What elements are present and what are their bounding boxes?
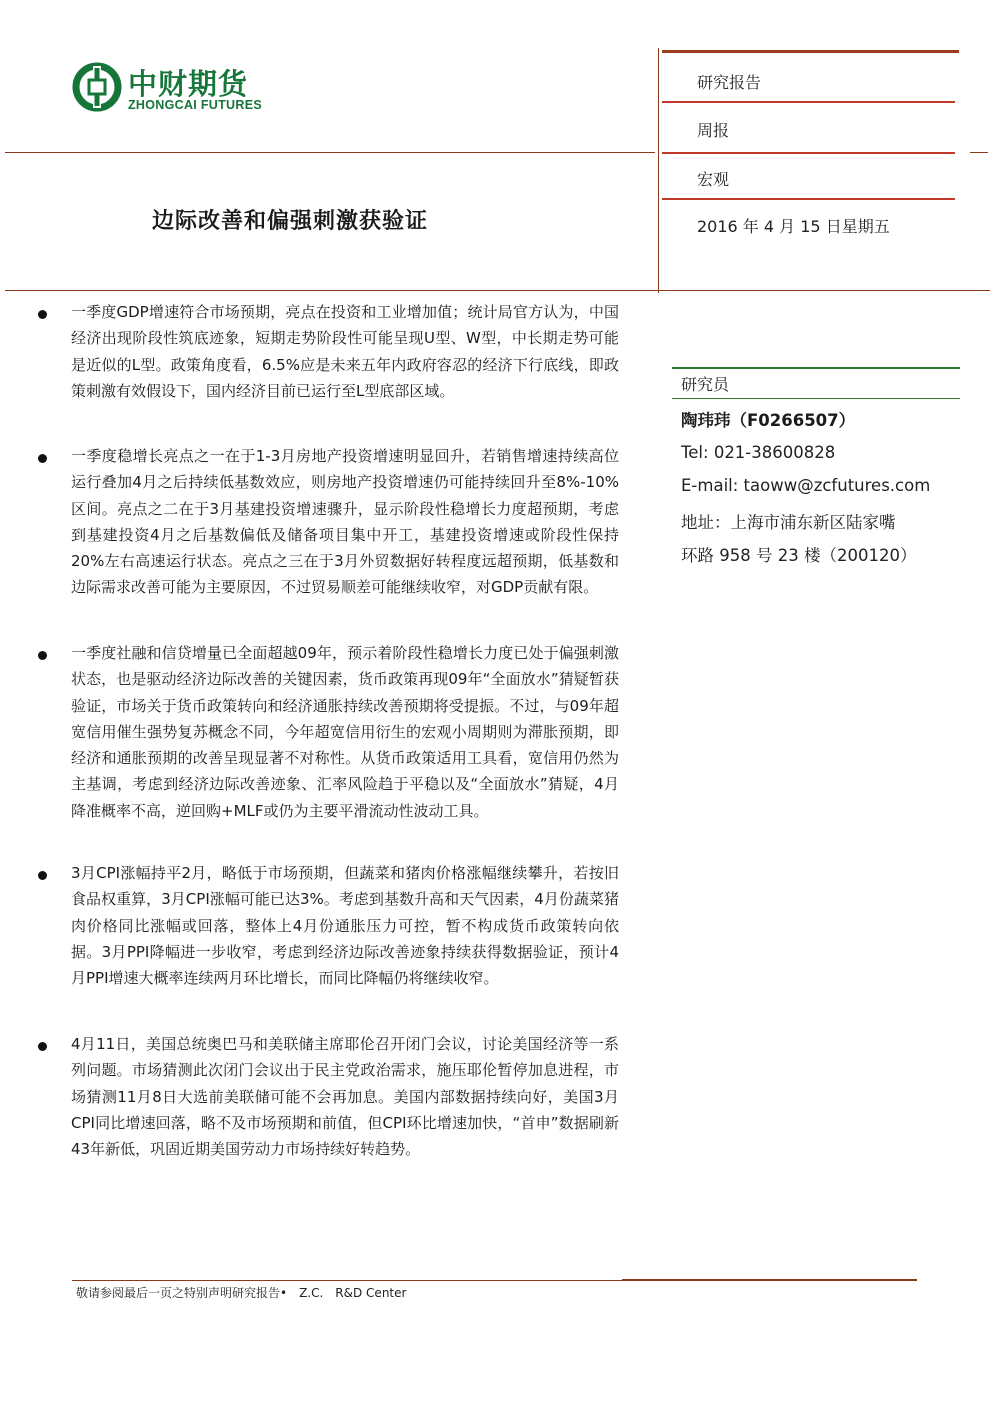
bullet-paragraph: 一季度社融和信贷增量已全面超越09年，预示着阶段性稳增长力度已处于偏强刺激状态，也是驱动经济边际改善的关键因素，货币政策再现09年“全面放水”猜疑暂获验证，市场关于货币政策转向和经济通胀持续改善预期将受提振。不过，与09年超宽信用催生强势复苏概念不同，今年超宽信用衍生的宏观小周期则为滞胀预期，即经济和通胀预期的改善呈现显著不对称性。从货币政策适用工具看，宽信用仍然为主基调，考虑到经济边际改善迹象、汇率风险趋于平稳以及“全面放水”猜疑，4月降准概率不高，逆回购+MLF或仍为主要平滑流动性波动工具。 [71,644,619,820]
report-frequency: 周报 [697,121,730,140]
analyst-address-line2: 环路 958 号 23 楼（200120） [681,546,917,565]
analyst-tel: Tel: 021-38600828 [681,443,836,462]
bullet-paragraph: 4月11日，美国总统奥巴马和美联储主席耶伦召开闭门会议，讨论美国经济等一系列问题。市场猜测此次闭门会议出于民主党政治需求，施压耶伦暂停加息进程，市场猜测11月8日大选前美联储可能不会再加息。美国内部数据持续向好，美国3月CPI同比增速回落，略不及市场预期和前值，但CPI环比增速加快，“首申”数据刷新43年新低，巩固近期美国劳动力市场持续好转趋势。 [71,1035,619,1159]
bullet-paragraph: 一季度GDP增速符合市场预期，亮点在投资和工业增加值；统计局官方认为，中国经济出现阶段性筑底迹象，短期走势阶段性可能呈现U型、W型，中长期走势可能是近似的L型。政策角度看，6.5%应是未来五年内政府容忍的经济下行底线，即政策刺激有效假设下，国内经济目前已运行至L型底部区域。 [71,303,619,400]
page-title: 边际改善和偏强刺激获验证 [152,209,429,234]
report-category: 宏观 [697,170,730,189]
header-top-rule [662,50,959,53]
bullet-marker [38,871,47,880]
header-rule-3 [662,198,955,200]
header-rule-1 [662,101,955,103]
header-rule-2 [662,152,955,154]
logo-name-en: ZHONGCAI FUTURES [128,98,262,112]
logo-emblem-icon [72,62,122,112]
bullet-marker [38,651,47,660]
footer-disclaimer: 敬请参阅最后一页之特别声明研究报告• Z.C. R&D Center [76,1286,407,1300]
analyst-name: 陶玮玮（F0266507） [681,411,856,430]
bullet-paragraph: 一季度稳增长亮点之一在于1-3月房地产投资增速明显回升，若销售增速持续高位运行叠加4月之后持续低基数效应，则房地产投资增速仍可能持续回升至8%-10%区间。亮点之二在于3月基建投资增速骤升，显示阶段性稳增长力度超预期，考虑到基建投资4月之后基数偏低及储备项目集中开工，基建投资增速或阶段性保持20%左右高速运行状态。亮点之三在于3月外贸数据好转程度远超预期，低基数和边际需求改善可能为主要原因，不过贸易顺差可能继续收窄，对GDP贡献有限。 [71,447,619,597]
header-separator [5,152,655,153]
bullet-marker [38,454,47,463]
report-date: 2016 年 4 月 15 日星期五 [697,217,890,236]
bullet-marker [38,1042,47,1051]
analyst-address-line1: 地址：上海市浦东新区陆家嘴 [681,513,896,532]
company-logo [72,60,312,120]
footer-rule-left [72,1280,622,1281]
analyst-email[interactable]: E-mail: taoww@zcfutures.com [681,476,931,495]
bullet-marker [38,310,47,319]
logo-name-cn: 中财期货 [128,67,249,101]
header-vertical-rule [658,48,659,293]
header-bottom-rule [5,290,990,291]
analyst-label: 研究员 [681,375,730,394]
bullet-paragraph: 3月CPI涨幅持平2月，略低于市场预期，但蔬菜和猪肉价格涨幅继续攀升，若按旧食品权重算，3月CPI涨幅可能已达3%。考虑到基数升高和天气因素，4月份蔬菜猪肉价格同比涨幅或回落，整体上4月份通胀压力可控，暂不构成货币政策转向依据。3月PPI降幅进一步收窄，考虑到经济边际改善迹象持续获得数据验证，预计4月PPI增速大概率连续两月环比增长，而同比降幅仍将继续收窄。 [71,864,619,988]
analyst-mid-rule [672,398,960,399]
report-type: 研究报告 [697,73,762,92]
analyst-top-rule [672,367,960,369]
header-separator-right [970,152,988,153]
footer-rule-right [622,1279,917,1281]
